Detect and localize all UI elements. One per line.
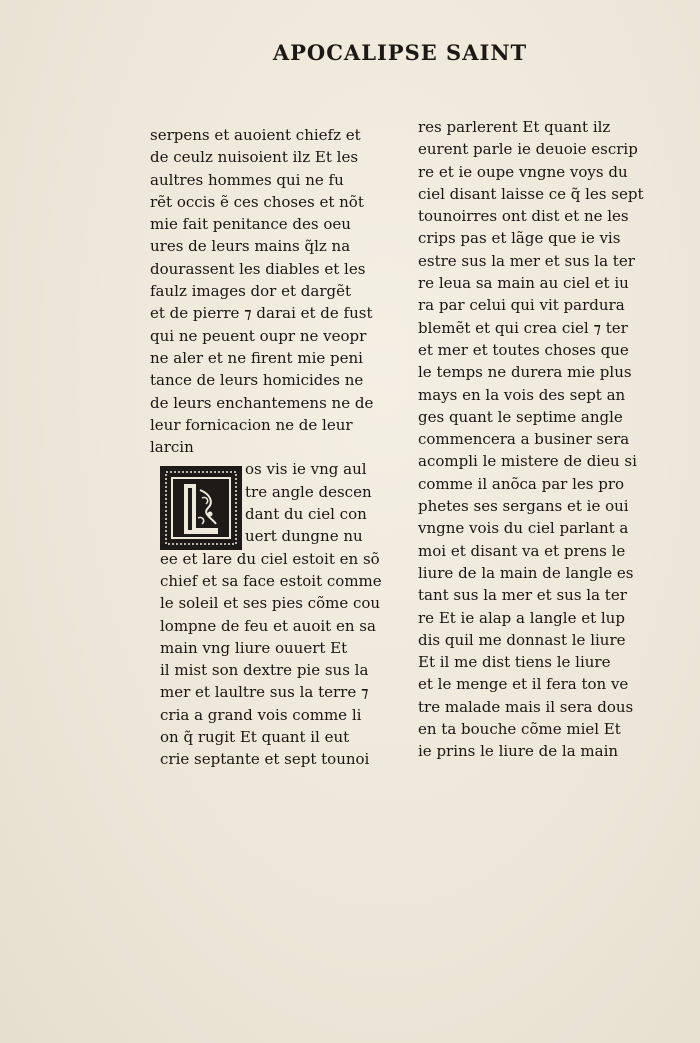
text-line: crips pas et lãge que ie vis <box>418 229 621 248</box>
text-line: uert dungne nu <box>245 527 363 546</box>
left-column <box>150 124 390 771</box>
text-line: cria a grand vois comme li <box>160 705 362 724</box>
text-line: le soleil et ses pies cõme cou <box>160 594 381 613</box>
text-line: aultres hommes qui ne fu <box>150 170 344 189</box>
text-line: mie fait penitance des oeu <box>150 215 351 234</box>
text-line: acompli le mistere de dieu si <box>418 452 637 471</box>
text-line: rẽt occis ẽ ces choses et nõt <box>150 192 364 211</box>
text-line: on q̃ rugit Et quant il eut <box>160 728 350 747</box>
text-line: qui ne peuent oupr ne veopr <box>150 326 367 345</box>
text-line: il mist son dextre pie sus la <box>160 661 369 680</box>
text-line: re leua sa main au ciel et iu <box>418 274 629 293</box>
text-line: re Et ie alap a langle et lup <box>418 608 625 627</box>
text-line: et mer et toutes choses que <box>418 340 629 359</box>
text-line: ie prins le liure de la main <box>418 742 619 761</box>
text-line: dant du ciel con <box>245 505 367 524</box>
text-line: res parlerent Et quant ilz <box>418 118 611 136</box>
text-line: faulz images dor et dargẽt <box>150 282 351 301</box>
decorated-initial-icon <box>160 466 242 550</box>
text-line: ciel disant laisse ce q̃ les sept <box>418 184 644 203</box>
text-line: blemẽt et qui crea ciel ⁊ ter <box>418 318 628 337</box>
text-line: mays en la vois des sept an <box>418 385 626 404</box>
text-line: estre sus la mer et sus la ter <box>418 251 635 270</box>
text-line: vngne vois du ciel parlant a <box>418 519 629 538</box>
running-head: APOCALIPSE SAINT <box>272 40 528 65</box>
text-line: en ta bouche cõme miel Et <box>418 720 621 739</box>
text-line: eurent parle ie deuoie escrip <box>418 140 638 159</box>
text-line: de ceulz nuisoient ilz Et les <box>150 148 359 167</box>
text-line: tounoirres ont dist et ne les <box>418 207 629 226</box>
text-line: ra par celui qui vit pardura <box>418 296 625 315</box>
text-line: leur fornicacion ne de leur <box>150 415 353 434</box>
right-column <box>418 116 663 763</box>
text-line: chief et sa face estoit comme <box>160 571 382 590</box>
text-line: serpens et auoient chiefz et <box>150 126 361 144</box>
text-line: main vng liure ouuert Et <box>160 638 348 657</box>
text-line: crie septante et sept tounoi <box>160 750 370 769</box>
text-line: re et ie oupe vngne voys du <box>418 162 628 181</box>
text-line: et le menge et il fera ton ve <box>418 675 629 694</box>
text-line: tre malade mais il sera dous <box>418 697 634 716</box>
text-line: Et il me dist tiens le liure <box>418 653 611 672</box>
text-line: ee et lare du ciel estoit en sõ <box>160 549 380 568</box>
text-line: phetes ses sergans et ie oui <box>418 497 629 516</box>
text-line: tant sus la mer et sus la ter <box>418 586 627 605</box>
text-line: larcin <box>150 438 194 457</box>
text-line: comme il anõca par les pro <box>418 474 625 493</box>
text-line: moi et disant va et prens le <box>418 541 626 560</box>
text-line: tance de leurs homicides ne <box>150 371 364 390</box>
text-line: dourassent les diables et les <box>150 259 366 278</box>
text-line: tre angle descen <box>245 482 372 501</box>
text-line: os vis ie vng aul <box>245 460 367 479</box>
text-line: le temps ne durera mie plus <box>418 363 632 382</box>
text-line: mer et laultre sus la terre ⁊ <box>160 683 369 702</box>
text-line: commencera a businer sera <box>418 430 630 449</box>
text-line: lompne de feu et auoit en sa <box>160 616 376 635</box>
text-line: ne aler et ne firent mie peni <box>150 348 363 367</box>
text-line: ges quant le septime angle <box>418 407 623 426</box>
text-line: ures de leurs mains q̃lz na <box>150 237 351 256</box>
text-line: liure de la main de langle es <box>418 563 634 582</box>
text-line: et de pierre ⁊ darai et de fust <box>150 304 373 323</box>
text-line: de leurs enchantemens ne de <box>150 393 374 412</box>
text-line: dis quil me donnast le liure <box>418 630 626 649</box>
